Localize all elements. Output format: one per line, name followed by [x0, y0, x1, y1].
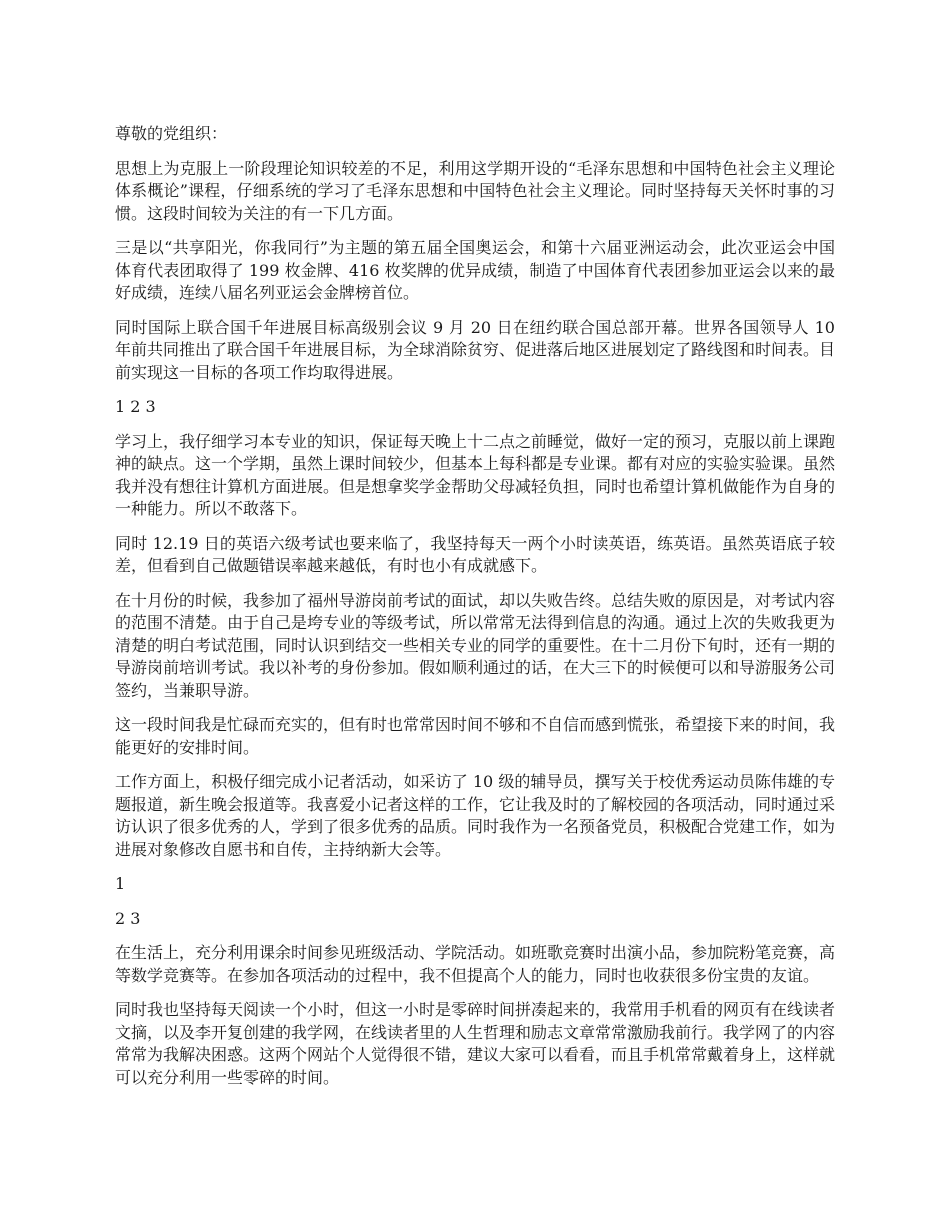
- salutation: 尊敬的党组织：: [115, 124, 228, 143]
- paragraph-life: 在生活上，充分利用课余时间参见班级活动、学院活动。如班歌竞赛时出演小品，参加院粉笔竞赛，高等数学竞赛等。在参加各项活动的过程中，我不但提高个人的能力，同时也收获很多份宝贵的友谊。: [115, 943, 836, 985]
- page-number-marker: 1 2 3: [115, 397, 156, 416]
- paragraph-time-management: 这一段时间我是忙碌而充实的，但有时也常常因时间不够和不自信而感到慌张，希望接下来的时间，我能更好的安排时间。: [115, 715, 836, 757]
- document-body: [115, 123, 835, 1101]
- paragraph-un-summit: 同时国际上联合国千年进展目标高级别会议 9 月 20 日在纽约联合国总部开幕。世界各国领导人 10 年前共同推出了联合国千年进展目标，为全球消除贫穷、促进落后地区进展划定了路线图和时间表。目前实现这一目标的各项工作均取得进展。: [115, 317, 836, 382]
- paragraph-asian-games: 三是以“共享阳光，你我同行”为主题的第五届全国奥运会，和第十六届亚洲运动会，此次亚运会中国体育代表团取得了 199 枚金牌、416 枚奖牌的优异成绩，制造了中国体育代表团参加亚运会以来的最好成绩，连续八届名列亚运会金牌榜首位。: [115, 238, 835, 302]
- paragraph-thought: 思想上为克服上一阶段理论知识较差的不足，利用这学期开设的“毛泽东思想和中国特色社会主义理论体系概论”课程，仔细系统的学习了毛泽东思想和中国特色社会主义理论。同时坚持每天关怀时事的习惯。这段时间较为关注的有一下几方面。: [115, 158, 835, 223]
- page-number-marker: 2 3: [115, 908, 141, 928]
- paragraph-study: 学习上，我仔细学习本专业的知识，保证每天晚上十二点之前睡觉，做好一定的预习，克服以前上课跑神的缺点。这一个学期，虽然上课时间较少，但基本上每科都是专业课。都有对应的实验实验课。虽然我并没有想往计算机方面进展。但是想拿奖学金帮助父母减轻负担，同时也希望计算机做能作为自身的一种能力。所以不敢落下。: [115, 431, 836, 518]
- paragraph-reading: 同时我也坚持每天阅读一个小时，但这一小时是零碎时间拼凑起来的，我常用手机看的网页有在线读者文摘，以及李开复创建的我学网，在线读者里的人生哲理和励志文章常常激励我前行。我学网了的内容常常为我解决困惑。这两个网站个人觉得很不错，建议大家可以看看，而且手机常常戴着身上，这样就可以充分利用一些零碎的时间。: [115, 1000, 836, 1087]
- paragraph-tour-guide-exam: 在十月份的时候，我参加了福州导游岗前考试的面试，却以失败告终。总结失败的原因是，对考试内容的范围不清楚。由于自己是垮专业的等级考试，所以常常无法得到信息的沟通。通过上次的失败我更为清楚的明白考试范围，同时认识到结交一些相关专业的同学的重要性。在十二月份下旬时，还有一期的导游岗前培训考试。我以补考的身份参加。假如顺利通过的话，在大三下的时候便可以和导游服务公司签约，当兼职导游。: [115, 590, 836, 700]
- paragraph-english-exam: 同时 12.19 日的英语六级考试也要来临了，我坚持每天一两个小时读英语，练英语。虽然英语底子较差，但看到自己做题错误率越来越低，有时也小有成就感下。: [115, 533, 835, 575]
- page-number-marker: 1: [115, 874, 126, 893]
- paragraph-work: 工作方面上，积极仔细完成小记者活动，如采访了 10 级的辅导员，撰写关于校优秀运动员陈伟雄的专题报道，新生晚会报道等。我喜爱小记者这样的工作，它让我及时的了解校园的各项活动，同时通过采访认识了很多优秀的人，学到了很多优秀的品质。同时我作为一名预备党员，积极配合党建工作，如为进展对象修改自愿书和自传，主持纳新大会等。: [115, 772, 836, 859]
